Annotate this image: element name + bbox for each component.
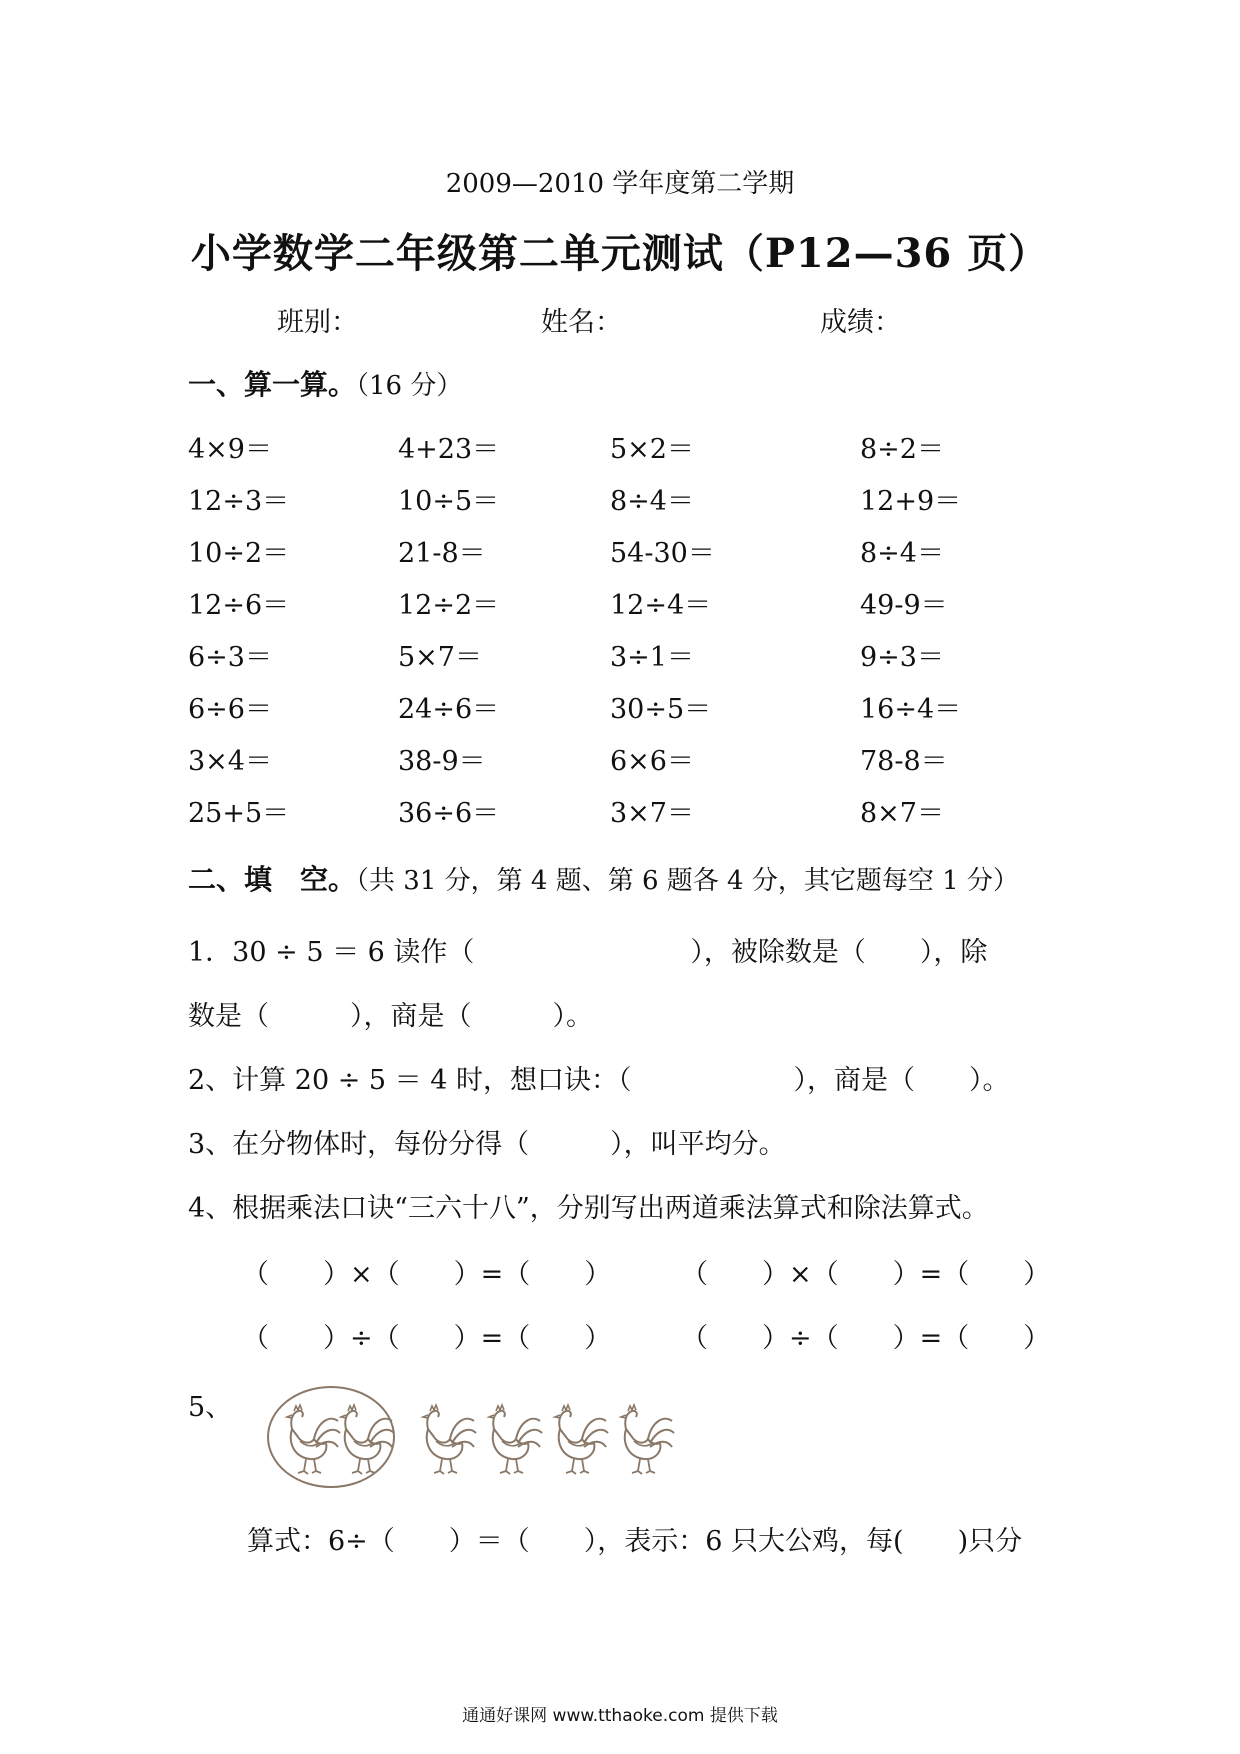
calc-item: 10÷2＝ bbox=[188, 538, 290, 569]
calc-item: 4+23＝ bbox=[398, 434, 500, 465]
calc-item: 12÷2＝ bbox=[398, 590, 500, 621]
score-label: 成绩： bbox=[820, 307, 901, 338]
calc-item: 21-8＝ bbox=[398, 538, 486, 569]
calc-item: 12÷3＝ bbox=[188, 486, 290, 517]
calc-item: 3÷1＝ bbox=[610, 642, 694, 673]
calc-item: 4×9＝ bbox=[188, 434, 272, 465]
name-label: 姓名： bbox=[541, 307, 622, 338]
calc-item: 8÷4＝ bbox=[610, 486, 694, 517]
footer-source: 通通好课网 www.tthaoke.com 提供下载 bbox=[462, 1706, 778, 1726]
calc-item: 16÷4＝ bbox=[860, 694, 962, 725]
question-5-formula: 算式：6÷（ ）＝（ ），表示：6 只大公鸡，每( )只分 bbox=[247, 1526, 1023, 1557]
roosters-illustration bbox=[266, 1385, 726, 1491]
calc-item: 12÷4＝ bbox=[610, 590, 712, 621]
calc-item: 9÷3＝ bbox=[860, 642, 944, 673]
calc-item: 54-30＝ bbox=[610, 538, 715, 569]
question-5-number: 5、 bbox=[188, 1392, 233, 1423]
calc-item: 5×7＝ bbox=[398, 642, 482, 673]
calc-item: 8×7＝ bbox=[860, 798, 944, 829]
calc-item: 6×6＝ bbox=[610, 746, 694, 777]
calc-item: 24÷6＝ bbox=[398, 694, 500, 725]
question-1-line-1: 1．30 ÷ 5 ＝ 6 读作（ ），被除数是（ ），除 bbox=[188, 937, 988, 968]
page-title: 小学数学二年级第二单元测试（P12—36 页） bbox=[190, 230, 1050, 277]
calc-item: 12+9＝ bbox=[860, 486, 962, 517]
rooster-6 bbox=[621, 1405, 674, 1474]
rooster-5 bbox=[555, 1405, 608, 1474]
calc-item: 12÷6＝ bbox=[188, 590, 290, 621]
calc-item: 49-9＝ bbox=[860, 590, 948, 621]
class-label: 班别： bbox=[277, 307, 358, 338]
question-4: 4、根据乘法口诀“三六十八”，分别写出两道乘法算式和除法算式。 bbox=[188, 1193, 989, 1224]
rooster-1 bbox=[287, 1405, 340, 1474]
calc-item: 5×2＝ bbox=[610, 434, 694, 465]
calc-item: 25+5＝ bbox=[188, 798, 290, 829]
school-year: 2009—2010 学年度第二学期 bbox=[445, 169, 795, 199]
rooster-2 bbox=[341, 1405, 394, 1474]
q4-division-1: （ ）÷（ ）=（ ） bbox=[242, 1323, 612, 1354]
q4-multiplication-1: （ ）×（ ）=（ ） bbox=[242, 1259, 612, 1290]
calc-item: 3×4＝ bbox=[188, 746, 272, 777]
q4-multiplication-2: （ ）×（ ）=（ ） bbox=[681, 1259, 1051, 1290]
calc-item: 78-8＝ bbox=[860, 746, 948, 777]
calc-item: 38-9＝ bbox=[398, 746, 486, 777]
calc-item: 30÷5＝ bbox=[610, 694, 712, 725]
section2-heading bbox=[188, 858, 1019, 898]
calc-item: 36÷6＝ bbox=[398, 798, 500, 829]
calc-item: 8÷2＝ bbox=[860, 434, 944, 465]
rooster-3 bbox=[423, 1405, 476, 1474]
rooster-4 bbox=[489, 1405, 542, 1474]
calc-item: 6÷6＝ bbox=[188, 694, 272, 725]
calc-item: 10÷5＝ bbox=[398, 486, 500, 517]
section2-title: 二、填 空。 bbox=[188, 863, 357, 896]
calc-item: 6÷3＝ bbox=[188, 642, 272, 673]
question-3: 3、在分物体时，每份分得（ ），叫平均分。 bbox=[188, 1129, 786, 1160]
q4-division-2: （ ）÷（ ）=（ ） bbox=[681, 1323, 1051, 1354]
question-1-line-2: 数是（ ），商是（ ）。 bbox=[188, 1001, 593, 1032]
section1-title: 一、算一算。 bbox=[188, 368, 357, 401]
section1-points: （16 分） bbox=[356, 371, 463, 401]
calc-item: 8÷4＝ bbox=[860, 538, 944, 569]
calc-item: 3×7＝ bbox=[610, 798, 694, 829]
section2-points: （共 31 分，第 4 题、第 6 题各 4 分，其它题每空 1 分） bbox=[356, 866, 1019, 896]
section1-heading bbox=[188, 363, 462, 403]
question-2: 2、计算 20 ÷ 5 ＝ 4 时，想口诀：（ ），商是（ ）。 bbox=[188, 1065, 1010, 1096]
